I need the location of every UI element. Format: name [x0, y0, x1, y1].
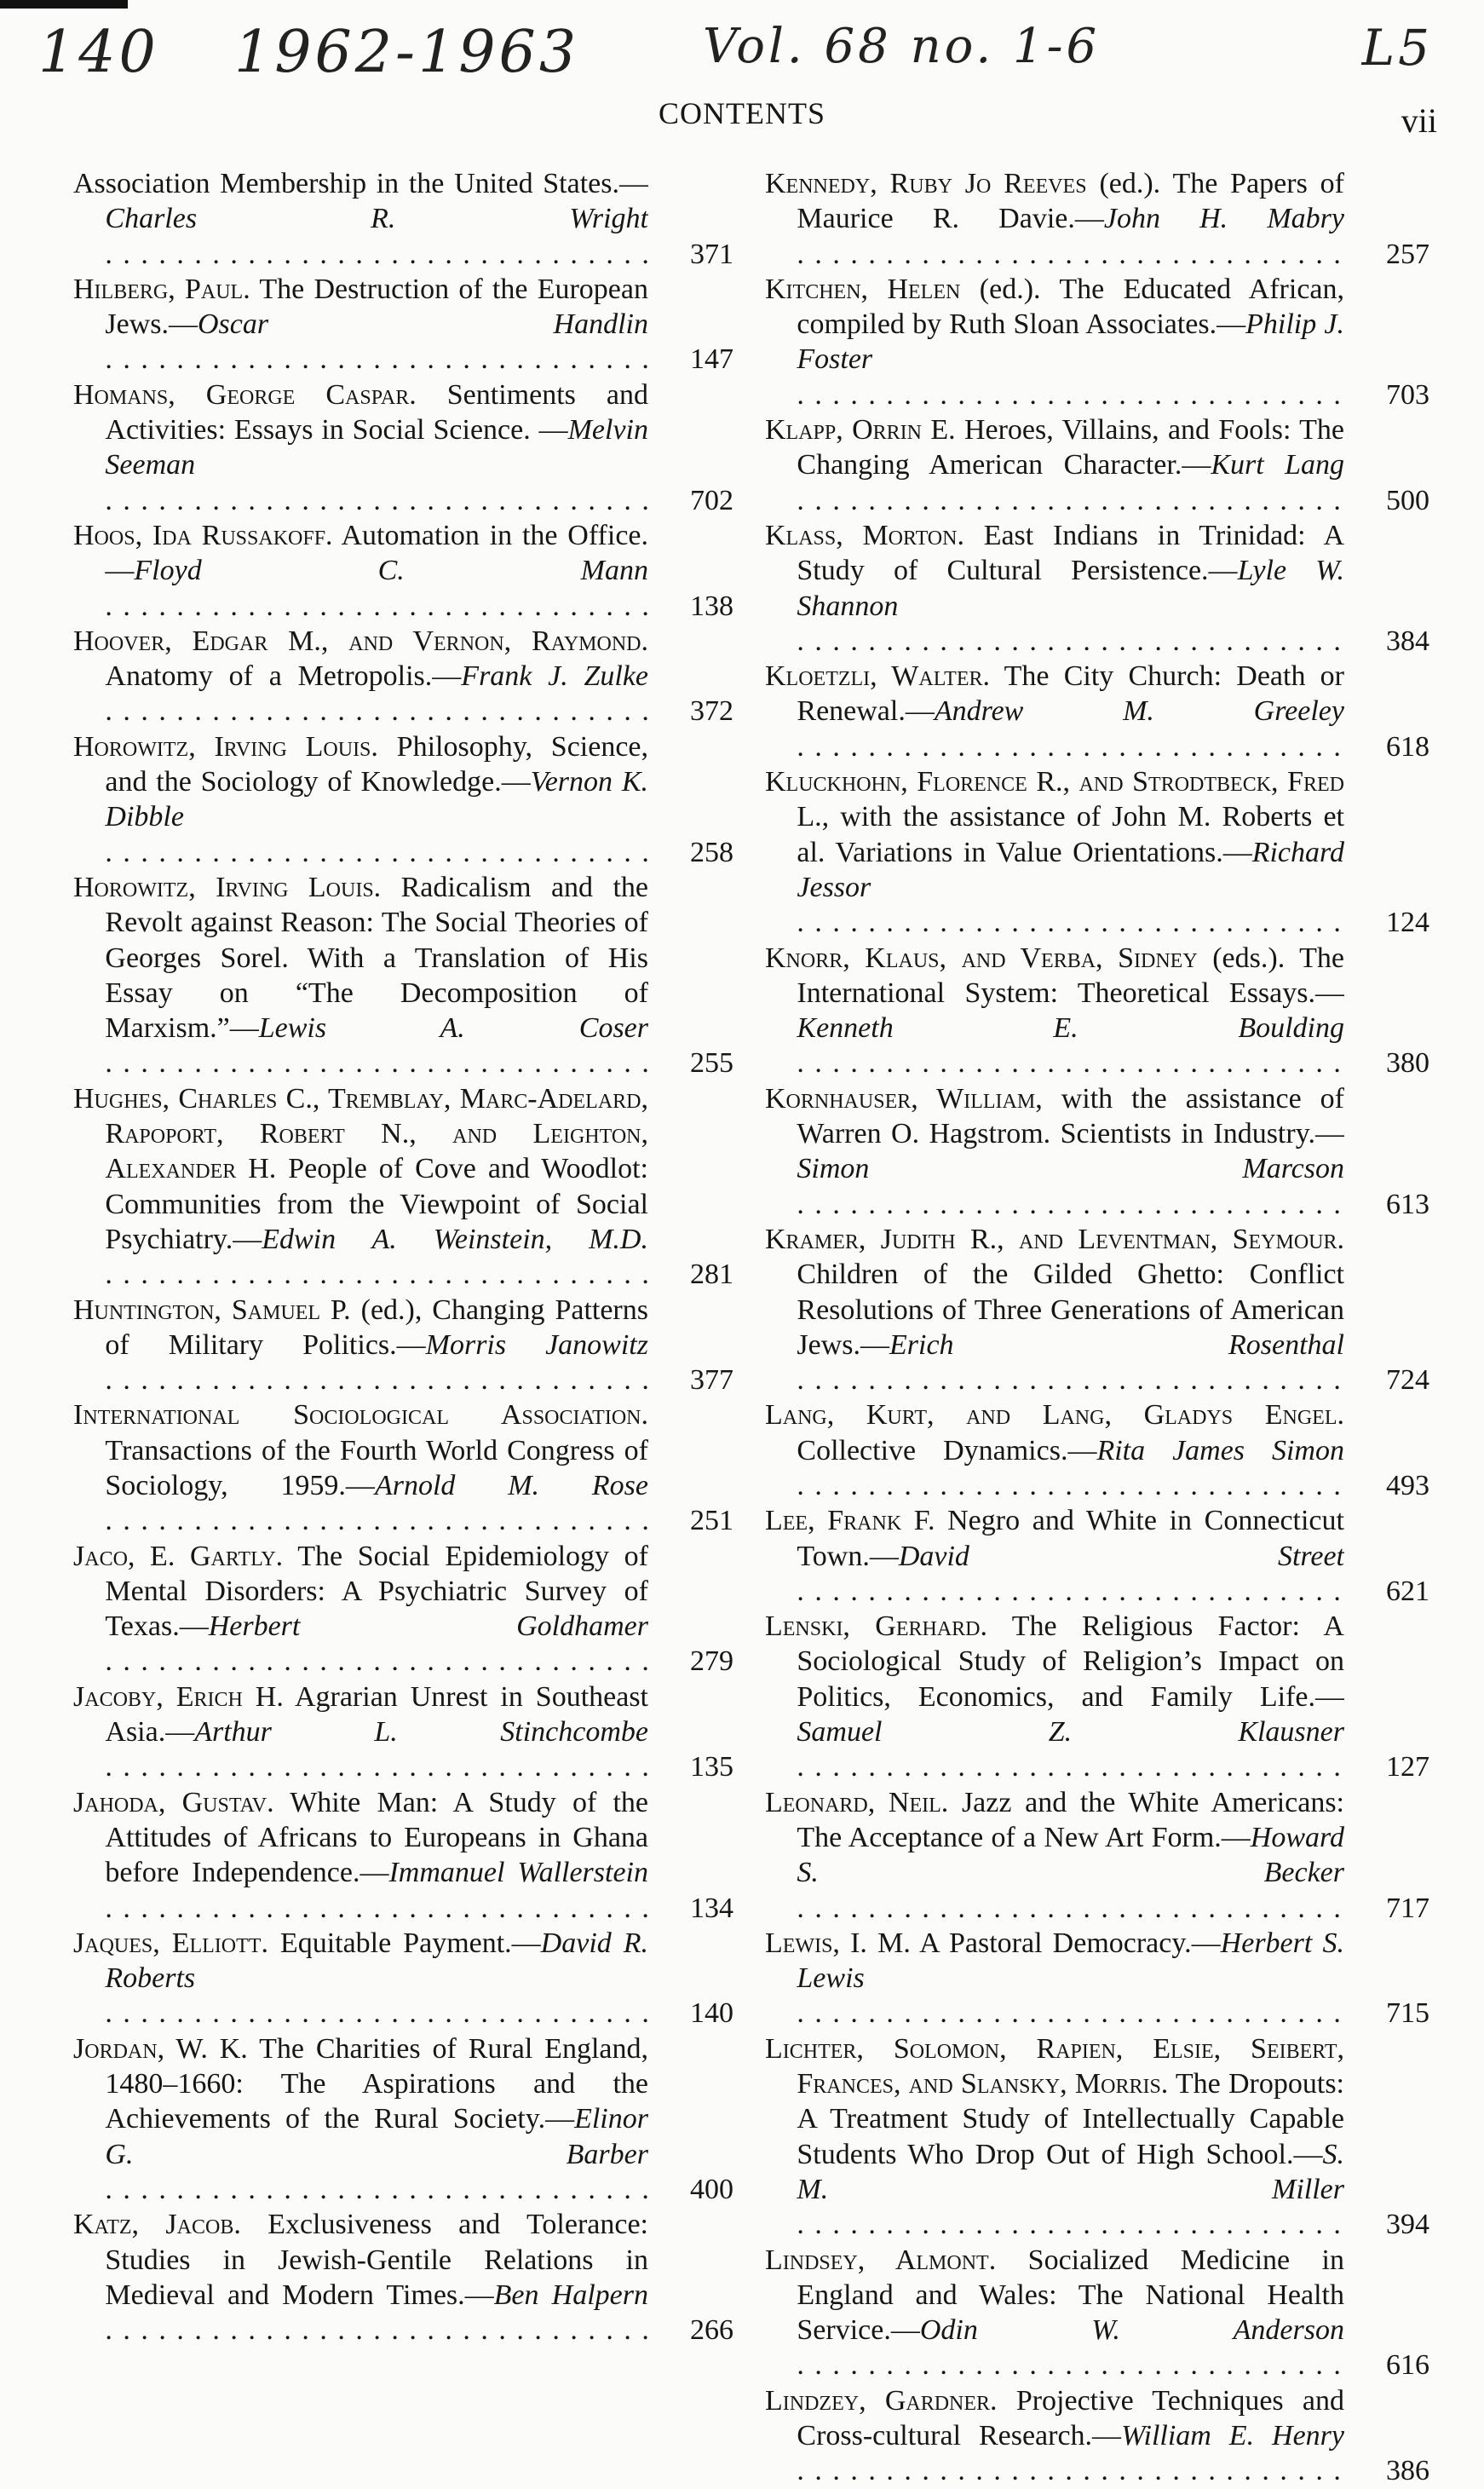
entry-text: [765, 941, 1344, 1081]
entry-author: Knorr, Klaus, and Verba, Sidney: [765, 942, 1198, 974]
contents-entry: [73, 1679, 733, 1785]
entry-author: Kornhauser, William,: [765, 1082, 1043, 1115]
contents-entry: [73, 166, 733, 272]
entry-author: Kloetzli, Walter.: [765, 660, 990, 693]
entry-page-number: 251: [690, 1505, 733, 1537]
entry-reviewer: Ben Halpern: [493, 2279, 648, 2311]
contents-entry: [765, 1785, 1429, 1926]
entry-author: Horowitz, Irving Louis.: [73, 730, 378, 763]
entry-title: The Religious Factor: A Sociological Study of Religion’s Impact on Politics, Economics, and Family Life.—: [797, 1610, 1344, 1713]
entry-page-number: 386: [1386, 2455, 1429, 2487]
scan-edge-mark: [0, 0, 128, 9]
entry-title: Socialized Medicine in England and Wales: The National Health Service.—: [797, 2244, 1344, 2347]
entry-title: The Charities of Rural England, 1480–1660: The Aspirations and the Achievements of the Rural Society.—: [105, 2032, 648, 2135]
entry-reviewer: Edwin A. Weinstein, M.D.: [262, 1223, 648, 1255]
entry-author: Homans, George Caspar.: [73, 378, 417, 411]
entry-reviewer: Odin W. Anderson: [919, 2314, 1344, 2347]
entry-author: Jaques, Elliott.: [73, 1927, 268, 1959]
entry-text: [73, 166, 648, 272]
entry-reviewer: William E. Henry: [1121, 2420, 1344, 2452]
entry-text: [73, 377, 648, 518]
entry-author: Lee, Frank F.: [765, 1505, 935, 1537]
entry-author: Hilberg, Paul.: [73, 273, 250, 305]
entry-reviewer: Andrew M. Greeley: [934, 695, 1344, 728]
contents-entry: [73, 1539, 733, 1679]
entry-reviewer: Richard Jessor: [797, 836, 1344, 903]
entry-reviewer: Samuel Z. Klausner: [797, 1716, 1344, 1749]
entry-title: The Social Epidemiology of Mental Disorders: A Psychiatric Survey of Texas.—: [105, 1540, 648, 1643]
entry-page-number: 281: [690, 1259, 733, 1291]
entry-text: [73, 729, 648, 870]
entry-text: [73, 1293, 648, 1398]
contents-entry: [765, 412, 1429, 518]
entry-author: Lichter, Solomon, Rapien, Elsie, Seibert, Frances, and Slansky, Morris.: [765, 2032, 1344, 2100]
entry-title: Jazz and the White Americans: The Acceptance of a New Art Form.—: [797, 1786, 1344, 1853]
entry-text: [765, 1222, 1344, 1397]
entry-reviewer: David R. Roberts: [105, 1927, 648, 1995]
entry-text: [765, 659, 1344, 764]
entry-page-number: 715: [1386, 1997, 1429, 2030]
entry-reviewer: Rita James Simon: [1096, 1434, 1344, 1466]
entry-text: [765, 1397, 1344, 1503]
entry-title: Collective Dynamics.—: [797, 1434, 1097, 1466]
entry-author: Jacoby, Erich H.: [73, 1680, 284, 1713]
contents-entry: [73, 2031, 733, 2207]
entry-title: Transactions of the Fourth World Congress of Sociology, 1959.—: [105, 1434, 648, 1501]
entry-reviewer: Lewis A. Coser: [258, 1012, 648, 1045]
entry-title: Automation in the Office.—: [105, 519, 648, 587]
entry-title: Negro and White in Connecticut Town.—: [797, 1505, 1344, 1572]
entry-text: [765, 1081, 1344, 1222]
entry-text: [765, 272, 1344, 412]
entry-page-number: 257: [1386, 238, 1429, 270]
entry-text: [73, 1785, 648, 1926]
contents-entry: [765, 1503, 1429, 1609]
entry-page-number: 493: [1386, 1469, 1429, 1501]
entry-page-number: 703: [1386, 378, 1429, 411]
page-number: vii: [1401, 101, 1437, 140]
entry-text: [73, 1679, 648, 1785]
contents-entry: [73, 729, 733, 870]
entry-author: Jaco, E. Gartly.: [73, 1540, 284, 1572]
entry-author: Kitchen, Helen: [765, 273, 961, 305]
entry-text: [73, 1926, 648, 2031]
entry-page-number: 702: [690, 484, 733, 516]
entry-text: [765, 1926, 1344, 2031]
entry-page-number: 135: [690, 1751, 733, 1783]
contents-entry: [765, 1609, 1429, 1784]
entry-title: Children of the Gilded Ghetto: Conflict Resolutions of Three Generations of American Jews.—: [797, 1259, 1344, 1361]
entry-reviewer: Howard S. Becker: [797, 1821, 1344, 1889]
entry-text: [765, 764, 1344, 940]
entry-title: East Indians in Trinidad: A Study of Cultural Persistence.—: [797, 519, 1344, 587]
entry-author: Jordan, W. K.: [73, 2032, 248, 2065]
entry-page-number: 138: [690, 590, 733, 622]
entry-page-number: 380: [1386, 1047, 1429, 1080]
entry-text: [765, 1609, 1344, 1784]
entry-text: [765, 518, 1344, 659]
entry-text: [765, 2031, 1344, 2243]
entry-title: with the assistance of John M. Roberts et al. Variations in Value Orientations.—: [797, 801, 1344, 868]
entry-title: A Pastoral Democracy.—: [910, 1927, 1221, 1959]
entry-author: Hoos, Ida Russakoff.: [73, 519, 333, 551]
entry-title: (ed.). The Papers of Maurice R. Davie.—: [797, 168, 1344, 235]
entry-author: Kennedy, Ruby Jo Reeves: [765, 168, 1087, 199]
entry-reviewer: Simon Marcson: [797, 1153, 1344, 1185]
entry-reviewer: Erich Rosenthal: [889, 1328, 1344, 1361]
entry-page-number: 724: [1386, 1364, 1429, 1397]
entry-title: Exclusiveness and Tolerance: Studies in Jewish-Gentile Relations in Medieval and Modern Times.—: [105, 2209, 648, 2311]
contents-entry: [73, 1785, 733, 1926]
contents-entry: [765, 272, 1429, 412]
entry-reviewer: David Street: [898, 1540, 1344, 1572]
contents-entry: [73, 1293, 733, 1398]
entry-page-number: 255: [690, 1047, 733, 1080]
contents-entry: [765, 2031, 1429, 2243]
contents-entry: [73, 518, 733, 624]
entry-text: [73, 870, 648, 1081]
entry-reviewer: Frank J. Zulke: [461, 660, 648, 693]
entry-page-number: 266: [690, 2314, 733, 2347]
entry-title: Projective Techniques and Cross-cultural Research.—: [797, 2384, 1344, 2452]
contents-entry: [765, 1081, 1429, 1222]
entry-title: with the assistance of Warren O. Hagstrom. Scientists in Industry.—: [797, 1082, 1344, 1150]
entry-reviewer: Herbert Goldhamer: [208, 1610, 648, 1643]
entry-page-number: 371: [690, 238, 733, 270]
entry-reviewer: Vernon K. Dibble: [105, 766, 648, 833]
entry-reviewer: John H. Mabry: [1103, 203, 1344, 235]
contents-entry: [765, 1926, 1429, 2031]
entry-reviewer: Charles R. Wright: [105, 203, 648, 235]
handwritten-catalog-number: 140: [38, 19, 159, 86]
entry-author: Klass, Morton.: [765, 519, 964, 551]
entry-title: Sentiments and Activities: Essays in Social Science. —: [105, 378, 648, 447]
contents-entry: [765, 1397, 1429, 1503]
contents-entry: [73, 1926, 733, 2031]
entry-title: The City Church: Death or Renewal.—: [797, 660, 1344, 728]
entry-reviewer: Immanuel Wallerstein: [388, 1857, 648, 1889]
entry-page-number: 377: [690, 1364, 733, 1397]
entry-text: [73, 624, 648, 729]
entry-reviewer: Floyd C. Mann: [134, 555, 648, 587]
entry-title: Equitable Payment.—: [267, 1927, 541, 1959]
entry-title: Philosophy, Science, and the Sociology of Knowledge.—: [105, 730, 648, 798]
entry-author: Lindzey, Gardner.: [765, 2384, 998, 2417]
contents-entry: [73, 870, 733, 1081]
entry-page-number: 384: [1386, 625, 1429, 657]
entry-reviewer: Melvin Seeman: [105, 414, 648, 481]
entry-text: [73, 1081, 648, 1293]
contents-entry: [765, 764, 1429, 940]
entry-reviewer: Arnold M. Rose: [374, 1469, 648, 1501]
entry-text: [765, 412, 1344, 518]
contents-entry: [765, 518, 1429, 659]
entry-page-number: 618: [1386, 730, 1429, 763]
entry-author: Lindsey, Almont.: [765, 2244, 997, 2276]
entry-page-number: 616: [1386, 2349, 1429, 2382]
entry-text: [73, 518, 648, 624]
contents-entry: [765, 2383, 1429, 2489]
entry-author: Lang, Kurt, and Lang, Gladys Engel.: [765, 1399, 1344, 1432]
entry-reviewer: Morris Janowitz: [425, 1328, 648, 1361]
entry-page-number: 258: [690, 836, 733, 868]
contents-entry: [73, 624, 733, 729]
entry-page-number: 134: [690, 1892, 733, 1924]
entry-title: Radicalism and the Revolt against Reason: The Social Theories of Georges Sorel. With a Translation of His Essay on “The Decomposition of Marxism.”—: [105, 871, 648, 1045]
entry-title: Anatomy of a Metropolis.—: [105, 660, 462, 693]
entry-text: [73, 1397, 648, 1538]
entry-reviewer: Oscar Handlin: [198, 308, 648, 341]
handwritten-shelf-mark: L5: [1361, 19, 1433, 77]
entry-page-number: 372: [690, 695, 733, 728]
entry-page-number: 613: [1386, 1188, 1429, 1220]
contents-entry: [765, 2243, 1429, 2383]
entry-title: The Destruction of the European Jews.—: [105, 273, 648, 341]
entry-text: [765, 166, 1344, 272]
entry-author: Jahoda, Gustav.: [73, 1786, 274, 1818]
entry-author: Leonard, Neil.: [765, 1786, 949, 1818]
contents-entry: [73, 1397, 733, 1538]
entry-reviewer: Lyle W. Shannon: [797, 555, 1344, 622]
entry-page-number: 140: [690, 1997, 733, 2030]
handwritten-year-range: 1962-1963: [234, 19, 580, 86]
page-title: CONTENTS: [659, 96, 825, 130]
contents-column-left: [73, 166, 733, 2348]
entry-text: [765, 1503, 1344, 1609]
entry-reviewer: Kurt Lang: [1211, 449, 1344, 481]
entry-title: (ed.), Changing Patterns of Military Politics.—: [105, 1293, 648, 1361]
entry-reviewer: Herbert S. Lewis: [797, 1927, 1344, 1995]
entry-author: Lenski, Gerhard.: [765, 1610, 988, 1643]
entry-author: Huntington, Samuel P.: [73, 1293, 351, 1326]
contents-entry: [765, 166, 1429, 272]
entry-author: Katz, Jacob.: [73, 2209, 241, 2241]
entry-author: Hughes, Charles C., Tremblay, Marc-Adelard, Rapoport, Robert N., and Leighton, Alexander H.: [73, 1082, 648, 1185]
contents-entry: [73, 1081, 733, 1293]
entry-reviewer: Kenneth E. Boulding: [797, 1012, 1344, 1045]
entry-author: Kramer, Judith R., and Leventman, Seymour.: [765, 1223, 1344, 1255]
handwritten-volume: Vol. 68 no. 1-6: [703, 19, 1101, 74]
entry-title: People of Cove and Woodlot: Communities from the Viewpoint of Social Psychiatry.—: [105, 1153, 648, 1255]
entry-reviewer: Arthur L. Stinchcombe: [194, 1716, 648, 1749]
entry-title: (ed.). The Educated African, compiled by Ruth Sloan Associates.—: [797, 273, 1344, 341]
entry-title: Agrarian Unrest in Southeast Asia.—: [105, 1680, 648, 1749]
entry-title: Heroes, Villains, and Fools: The Changing American Character.—: [797, 414, 1344, 481]
entry-author: Horowitz, Irving Louis.: [73, 871, 382, 903]
contents-column-right: [765, 166, 1429, 2489]
entry-reviewer: Philip J. Foster: [797, 308, 1344, 376]
entry-author: Kluckhohn, Florence R., and Strodtbeck, Fred L.,: [765, 766, 1344, 833]
entry-page-number: 124: [1386, 907, 1429, 939]
entry-page-number: 400: [690, 2173, 733, 2205]
entry-page-number: 147: [690, 343, 733, 376]
entry-page-number: 127: [1386, 1751, 1429, 1783]
entry-text: [765, 1785, 1344, 1926]
entry-text: [765, 2383, 1344, 2489]
entry-page-number: 500: [1386, 484, 1429, 516]
entry-page-number: 621: [1386, 1575, 1429, 1607]
entry-page-number: 717: [1386, 1892, 1429, 1924]
entry-title: The Dropouts: A Treatment Study of Intellectually Capable Students Who Drop Out of High School.—: [797, 2068, 1344, 2170]
entry-author: Lewis, I. M.: [765, 1927, 911, 1959]
entry-text: [765, 2243, 1344, 2383]
entry-text: [73, 272, 648, 377]
entry-reviewer: S. M. Miller: [797, 2138, 1344, 2205]
entry-page-number: 394: [1386, 2209, 1429, 2241]
entry-title: White Man: A Study of the Attitudes of Africans to Europeans in Ghana before Independence.—: [105, 1786, 648, 1889]
entry-page-number: 279: [690, 1645, 733, 1678]
entry-author: Klapp, Orrin E.: [765, 414, 956, 447]
contents-entry: [765, 659, 1429, 764]
entry-author: Hoover, Edgar M., and Vernon, Raymond.: [73, 625, 648, 657]
entry-reviewer: Elinor G. Barber: [105, 2103, 648, 2170]
contents-entry: [765, 941, 1429, 1081]
contents-entry: [73, 377, 733, 518]
entry-text: [73, 1539, 648, 1679]
entry-author: International Sociological Association.: [73, 1399, 648, 1432]
entry-title: Association Membership in the United States.—: [73, 168, 648, 199]
entry-text: [73, 2031, 648, 2207]
contents-entry: [765, 1222, 1429, 1397]
contents-entry: [73, 272, 733, 377]
entry-title: (eds.). The International System: Theoretical Essays.—: [797, 942, 1344, 1009]
